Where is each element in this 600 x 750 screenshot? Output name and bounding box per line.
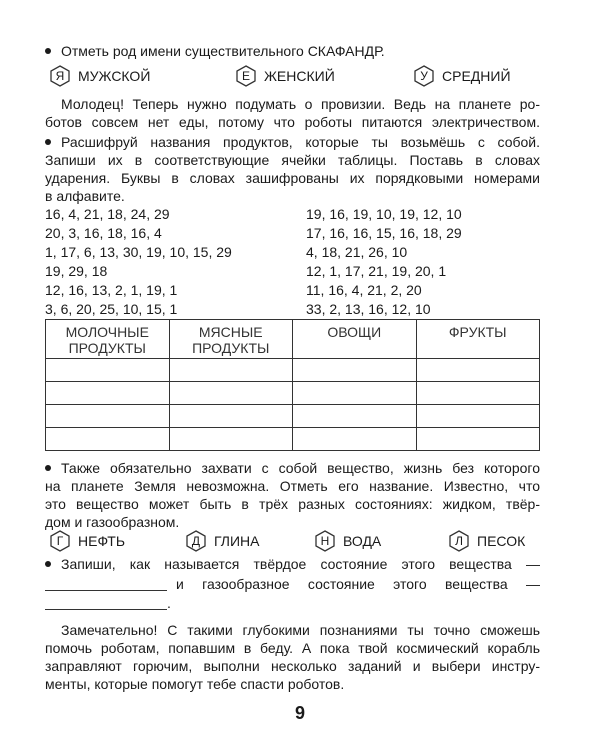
q2-line1: Расшифруй названия продуктов, которые ты возьмёшь с собой. — [61, 134, 540, 150]
q3-option-water[interactable] — [315, 529, 381, 553]
page-number: 9 — [294, 703, 305, 723]
header-meat: МЯСНЫЕ ПРОДУКТЫ — [169, 320, 293, 359]
q4-line2: и газообразное состояние этого вещества — — [176, 576, 540, 592]
q1-option-feminine[interactable] — [236, 64, 335, 88]
para2-line1: Замечательно! С такими глубокими познаниями ты точно сможешь — [61, 622, 540, 638]
answer-blank-solid[interactable] — [45, 590, 167, 591]
code-row: 33, 2, 13, 16, 12, 10 — [306, 301, 431, 317]
hexagon-letter-icon: Е — [236, 65, 256, 87]
option-label: НЕФТЬ — [78, 533, 126, 549]
codes-left-column — [45, 205, 232, 319]
q2-line4: в алфавите. — [45, 188, 125, 204]
q3-line4: дом и газообразном. — [45, 514, 180, 530]
q3-option-oil[interactable] — [50, 529, 125, 553]
hexagon-letter-icon: Н — [315, 530, 335, 552]
answer-cell[interactable] — [416, 428, 540, 451]
code-row: 11, 16, 4, 21, 2, 20 — [306, 282, 422, 298]
answer-blank-gas[interactable] — [45, 609, 167, 610]
answer-cell[interactable] — [46, 428, 170, 451]
answer-cell[interactable] — [416, 382, 540, 405]
answer-cell[interactable] — [416, 359, 540, 382]
q3-line2: на планете Земля невозможна. Отметь его название. Известно, что — [45, 478, 540, 494]
bullet — [45, 139, 51, 145]
bullet — [45, 561, 51, 567]
code-row: 20, 3, 16, 18, 16, 4 — [45, 225, 162, 241]
q2-line3: ударения. Буквы в словах зашифрованы их порядковыми номерами — [45, 170, 540, 186]
header-dairy: МОЛОЧНЫЕ ПРОДУКТЫ — [46, 320, 170, 359]
para2-line4: менты, которые помогут тебе спасти роботов. — [45, 676, 345, 692]
header-vegetables: ОВОЩИ — [293, 320, 417, 359]
q3-line1: Также обязательно захвати с собой вещество, жизнь без которого — [61, 460, 540, 476]
option-label: ЖЕНСКИЙ — [264, 68, 335, 84]
code-row: 16, 4, 21, 18, 24, 29 — [45, 206, 170, 222]
answer-cell[interactable] — [293, 382, 417, 405]
bullet — [45, 48, 51, 54]
q3-option-sand[interactable] — [449, 529, 525, 553]
q1-option-neuter[interactable] — [414, 64, 511, 88]
q2-line2: Запиши их в соответствующие ячейки таблицы. Поставь в словах — [45, 152, 540, 168]
code-row: 12, 1, 17, 21, 19, 20, 1 — [306, 263, 447, 279]
hexagon-letter-icon: У — [414, 65, 434, 87]
table-row — [46, 382, 540, 405]
hexagon-letter-icon: Я — [50, 65, 70, 87]
code-row: 17, 16, 16, 15, 16, 18, 29 — [306, 225, 462, 241]
table-header-row — [46, 320, 540, 359]
answer-cell[interactable] — [169, 405, 293, 428]
answer-cell[interactable] — [169, 428, 293, 451]
para1-line1: Молодец! Теперь нужно подумать о провизии. Ведь на планете ро- — [61, 96, 540, 112]
para2-line3: заправляют горючим, выполни несколько заданий и выбери инстру- — [45, 658, 540, 674]
answer-cell[interactable] — [416, 405, 540, 428]
table-row — [46, 359, 540, 382]
code-row: 19, 16, 19, 10, 19, 12, 10 — [306, 206, 462, 222]
answer-cell[interactable] — [293, 428, 417, 451]
q3-line3: это вещество может быть в трёх разных состояниях: жидком, твёр- — [45, 496, 540, 512]
answer-cell[interactable] — [169, 359, 293, 382]
para1-line2: ботов совсем нет еды, потому что роботы питаются электричеством. — [45, 114, 540, 130]
q1-option-masculine[interactable] — [50, 64, 150, 88]
answer-cell[interactable] — [46, 405, 170, 428]
q4-line1: Запиши, как называется твёрдое состояние этого вещества — — [61, 556, 540, 572]
codes-right-column — [306, 205, 462, 319]
answer-cell[interactable] — [293, 405, 417, 428]
answer-cell[interactable] — [46, 382, 170, 405]
header-fruits: ФРУКТЫ — [416, 320, 540, 359]
hexagon-letter-icon: Д — [186, 530, 206, 552]
answer-cell[interactable] — [169, 382, 293, 405]
code-row: 4, 18, 21, 26, 10 — [306, 244, 408, 260]
q1-text: Отметь род имени существительного СКАФАНДР. — [61, 43, 385, 59]
table-row — [46, 428, 540, 451]
answer-cell[interactable] — [293, 359, 417, 382]
q3-option-clay[interactable] — [186, 529, 260, 553]
code-row: 12, 16, 13, 2, 1, 19, 1 — [45, 282, 178, 298]
answer-cell[interactable] — [46, 359, 170, 382]
products-table — [45, 319, 540, 451]
option-label: МУЖСКОЙ — [78, 68, 151, 84]
code-row: 3, 6, 20, 25, 10, 15, 1 — [45, 301, 178, 317]
hexagon-letter-icon: Г — [50, 530, 70, 552]
bullet — [45, 465, 51, 471]
option-label: СРЕДНИЙ — [442, 68, 511, 84]
q4-line3-end: . — [167, 595, 171, 611]
code-row: 19, 29, 18 — [45, 263, 108, 279]
table-row — [46, 405, 540, 428]
option-label: ПЕСОК — [477, 533, 526, 549]
code-row: 1, 17, 6, 13, 30, 19, 10, 15, 29 — [45, 244, 232, 260]
hexagon-letter-icon: Л — [449, 530, 469, 552]
option-label: ВОДА — [343, 533, 382, 549]
para2-line2: помочь роботам, попавшим в беду. А пока твой космический корабль — [45, 640, 540, 656]
option-label: ГЛИНА — [214, 533, 260, 549]
